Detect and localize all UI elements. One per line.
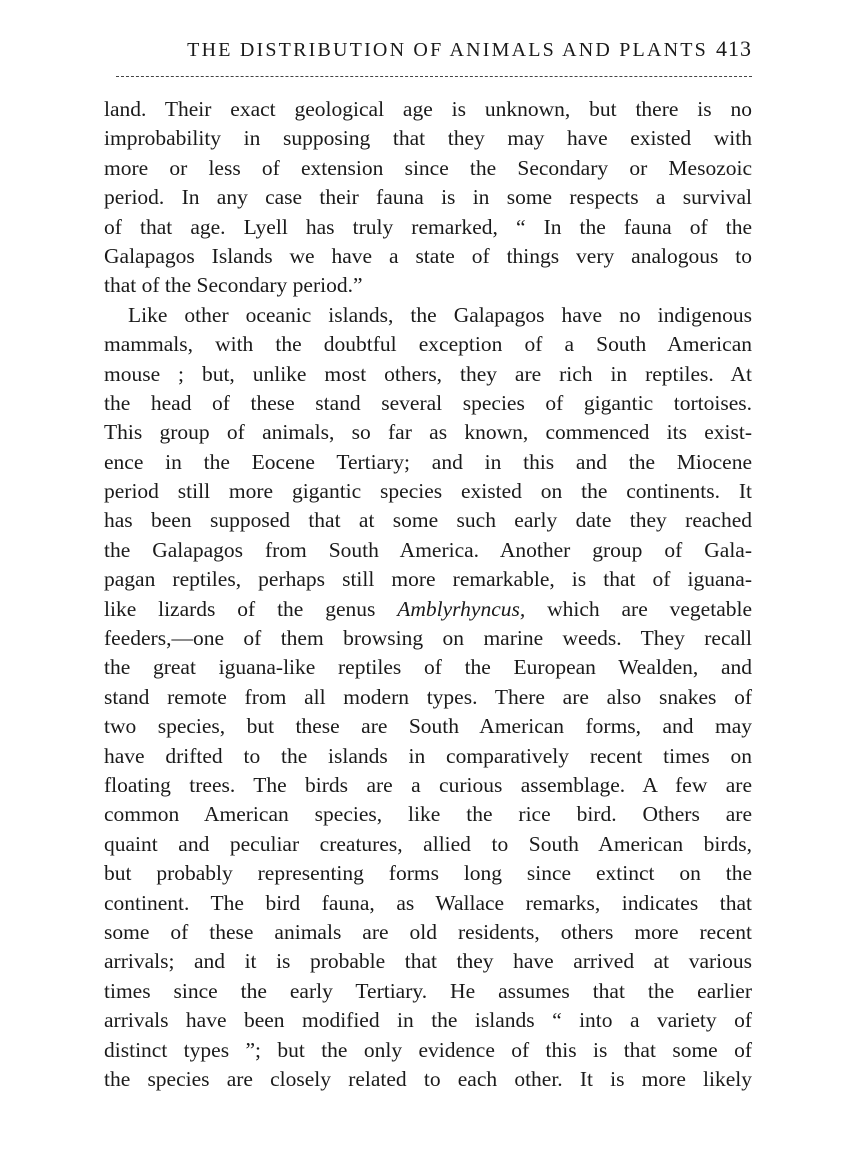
text-line: but probably representing forms long since extinct on the bbox=[104, 861, 752, 886]
running-title: THE DISTRIBUTION OF ANIMALS AND PLANTS bbox=[187, 39, 708, 61]
text-line: mammals, with the doubtful exception of a South American bbox=[104, 332, 752, 357]
text-line: arrivals; and it is probable that they have arrived at various bbox=[104, 949, 752, 974]
header-rule bbox=[116, 76, 752, 77]
running-head bbox=[104, 36, 752, 70]
text-line bbox=[104, 595, 752, 624]
text-line: continent. The bird fauna, as Wallace remarks, indicates that bbox=[104, 890, 752, 915]
text-line: This group of animals, so far as known, commenced its exist- bbox=[104, 420, 752, 445]
text-line: of that age. Lyell has truly remarked, “ In the fauna of the bbox=[104, 214, 752, 239]
text-line: pagan reptiles, perhaps still more remarkable, is that of iguana- bbox=[104, 567, 752, 592]
text-line: land. Their exact geological age is unknown, but there is no bbox=[104, 97, 752, 121]
text-line: arrivals have been modified in the islands “ into a variety of bbox=[104, 1008, 752, 1033]
text-line: the species are closely related to each other. It is more likely bbox=[104, 1066, 752, 1091]
text-line: two species, but these are South American forms, and may bbox=[104, 714, 752, 739]
text-line: the great iguana-like reptiles of the European Wealden, and bbox=[104, 655, 752, 680]
text-fragment: like lizards of the genus bbox=[104, 596, 398, 621]
text-line: feeders,—one of them browsing on marine weeds. They recall bbox=[104, 626, 752, 651]
text-line: period. In any case their fauna is in some respects a survival bbox=[104, 185, 752, 210]
text-line: improbability in supposing that they may have existed with bbox=[104, 126, 752, 151]
paragraph-1 bbox=[104, 95, 752, 301]
text-line: common American species, like the rice bird. Others are bbox=[104, 802, 752, 827]
text-line: Galapagos Islands we have a state of things very analogous to bbox=[104, 243, 752, 268]
text-line: times since the early Tertiary. He assumes that the earlier bbox=[104, 978, 752, 1003]
text-line: distinct types ”; but the only evidence of this is that some of bbox=[104, 1037, 752, 1062]
body-text bbox=[104, 95, 752, 1094]
paragraph-2 bbox=[104, 301, 752, 1095]
text-line: some of these animals are old residents, others more recent bbox=[104, 919, 752, 944]
text-line: mouse ; but, unlike most others, they are rich in reptiles. At bbox=[104, 361, 752, 386]
text-line: quaint and peculiar creatures, allied to South American birds, bbox=[104, 831, 752, 856]
text-line: ence in the Eocene Tertiary; and in this and the Miocene bbox=[104, 449, 752, 474]
text-line: period still more gigantic species existed on the continents. It bbox=[104, 479, 752, 504]
page-number: 413 bbox=[716, 36, 752, 61]
text-line: Like other oceanic islands, the Galapagos have no indigenous bbox=[128, 302, 752, 327]
text-line: have drifted to the islands in comparatively recent times on bbox=[104, 743, 752, 768]
genus-name: Amblyrhyncus, bbox=[397, 596, 526, 621]
text-line: floating trees. The birds are a curious assemblage. A few are bbox=[104, 772, 752, 797]
text-line: stand remote from all modern types. There are also snakes of bbox=[104, 684, 752, 709]
text-fragment: which are vegetable bbox=[525, 596, 753, 621]
text-line: has been supposed that at some such early date they reached bbox=[104, 508, 752, 533]
text-line: that of the Secondary period.” bbox=[104, 273, 363, 298]
text-line: the head of these stand several species of gigantic tortoises. bbox=[104, 390, 752, 415]
text-line: the Galapagos from South America. Another group of Gala- bbox=[104, 537, 752, 562]
text-line: more or less of extension since the Secondary or Mesozoic bbox=[104, 155, 752, 180]
